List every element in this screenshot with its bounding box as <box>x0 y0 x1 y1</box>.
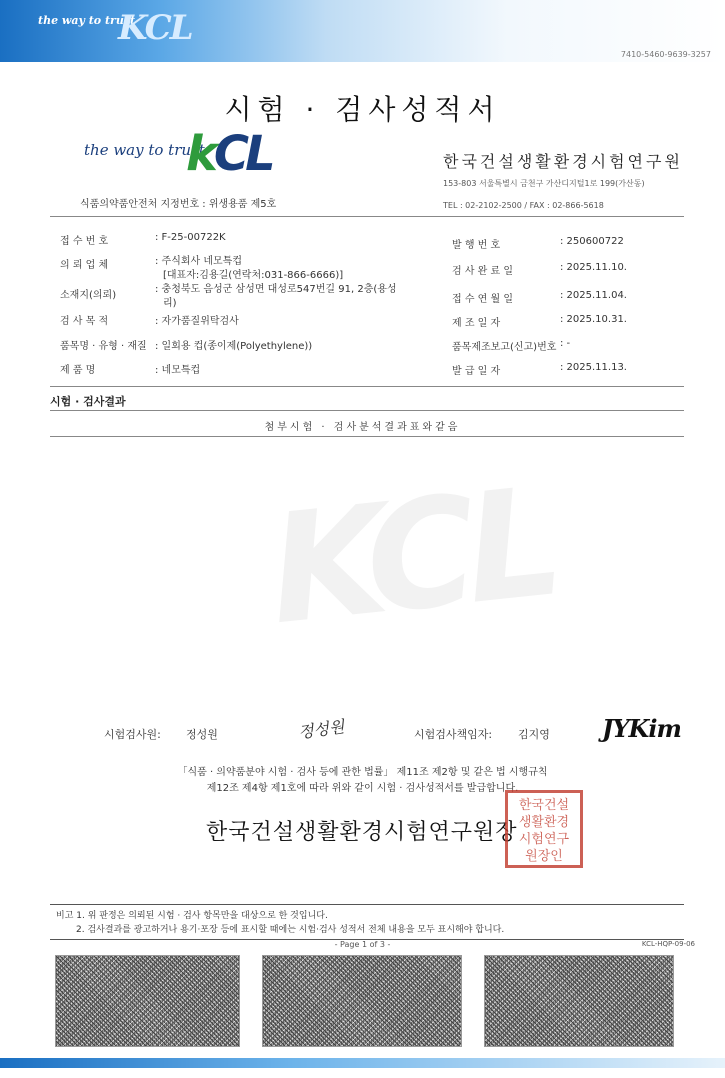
field-label-manufacture-date: 제 조 일 자 <box>452 318 501 329</box>
kcl-watermark: KCL <box>261 455 561 659</box>
manager-signature: JYKim <box>602 714 681 743</box>
field-value-issue-no: : 250600722 <box>560 236 624 247</box>
divider-results <box>50 410 684 411</box>
manager-name: 김지영 <box>518 728 550 741</box>
page-title: 시험 · 검사성적서 <box>224 93 501 126</box>
kcl-logo <box>186 126 272 182</box>
remark-2: 2. 검사결과를 광고하거나 용기·포장 등에 표시할 때에는 시험·검사 성적서 전체 내용을 모두 표시해야 합니다. <box>76 925 505 935</box>
field-value-manufacture-date: : 2025.10.31. <box>560 314 627 325</box>
security-pattern-3 <box>484 955 674 1047</box>
tester-name: 정성원 <box>186 728 218 741</box>
remark-1: 비고 1. 위 판정은 의뢰된 시험 · 검사 항목만을 대상으로 한 것입니다. <box>56 911 328 921</box>
field-label-completion-date: 검 사 완 료 일 <box>452 266 514 277</box>
field-label-issue-date: 발 급 일 자 <box>452 366 501 377</box>
logo-slogan: the way to trust <box>84 141 205 159</box>
tester-label: 시험검사원: <box>104 728 161 741</box>
field-label-receipt-no: 접 수 번 호 <box>60 236 109 247</box>
official-seal <box>505 790 583 868</box>
field-value-report-no: : - <box>560 338 571 349</box>
field-value-address-cont: 리) <box>163 298 177 309</box>
field-value-client: : 주식회사 네모특컵 <box>155 256 243 267</box>
logo-cl: CL <box>213 126 272 182</box>
field-value-issue-date: : 2025.11.13. <box>560 362 627 373</box>
institute-name: 한국건설생활환경시험연구원 <box>443 152 683 171</box>
manager-label: 시험검사책임자: <box>414 728 493 741</box>
field-label-receipt-date: 접 수 연 월 일 <box>452 294 514 305</box>
field-value-product: : 네모특컵 <box>155 365 201 376</box>
seal-line: 원장인 <box>525 849 563 864</box>
field-value-purpose: : 자가품질위탁검사 <box>155 316 239 327</box>
designation-number: 식품의약품안전처 지정번호 : 위생용품 제5호 <box>80 199 277 210</box>
logo-k: k <box>186 126 214 182</box>
field-label-client: 의 뢰 업 체 <box>60 260 109 271</box>
seal-line: 한국건설 <box>518 798 570 813</box>
field-label-purpose: 검 사 목 적 <box>60 316 109 327</box>
institute-tel: TEL : 02-2102-2500 / FAX : 02-866-5618 <box>443 201 604 210</box>
field-value-representative: [대표자:김용길(연락처:031-866-6666)] <box>163 270 344 281</box>
security-pattern-1 <box>55 955 240 1047</box>
form-code: KCL-HQP-09-06 <box>641 940 695 948</box>
field-label-address: 소재지(의뢰) <box>60 290 117 301</box>
issuer-name: 한국건설생활환경시험연구원장 <box>206 820 518 845</box>
header-band <box>0 0 725 62</box>
field-value-completion-date: : 2025.11.10. <box>560 262 627 273</box>
institute-address: 153-803 서울특별시 금천구 가산디지털1로 199(가산동) <box>443 179 645 188</box>
divider-fields <box>50 386 684 387</box>
divider-top <box>50 216 684 217</box>
band-slogan: the way to trust <box>38 14 136 27</box>
page-number: - Page 1 of 3 - <box>334 940 391 949</box>
seal-line: 시험연구 <box>518 832 570 847</box>
legal-line-2: 제12조 제4항 제1호에 따라 위와 같이 시험 · 검사성적서를 발급합니다. <box>206 783 519 794</box>
security-pattern-2 <box>262 955 462 1047</box>
footer-band <box>0 1058 725 1068</box>
tester-signature: 정성원 <box>297 716 346 743</box>
results-note: 첨부시험 · 검사분석결과표와같음 <box>264 422 461 433</box>
field-value-receipt-date: : 2025.11.04. <box>560 290 627 301</box>
document-code: 7410-5460-9639-3257 <box>620 50 711 59</box>
field-value-address: : 충청북도 음성군 삼성면 대성로547번길 91, 2층(용성 <box>155 284 397 295</box>
field-label-product: 제 품 명 <box>60 365 96 376</box>
field-label-issue-no: 발 행 번 호 <box>452 240 501 251</box>
field-label-item: 품목명 · 유형 · 재질 <box>60 341 147 352</box>
field-value-receipt-no: : F-25-00722K <box>155 232 226 243</box>
field-value-item: : 일회용 컵(종이제(Polyethylene)) <box>155 341 313 352</box>
legal-line-1: 「식품 · 의약품분야 시험 · 검사 등에 관한 법률」 제11조 제2항 및 같은 법 시행규칙 <box>177 767 548 778</box>
results-title: 시험 · 검사결과 <box>50 395 126 408</box>
seal-line: 생활환경 <box>518 815 570 830</box>
divider-results-bottom <box>50 436 684 437</box>
band-logo: KCL <box>118 8 192 48</box>
field-label-report-no: 품목제조보고(신고)번호 <box>452 342 557 353</box>
